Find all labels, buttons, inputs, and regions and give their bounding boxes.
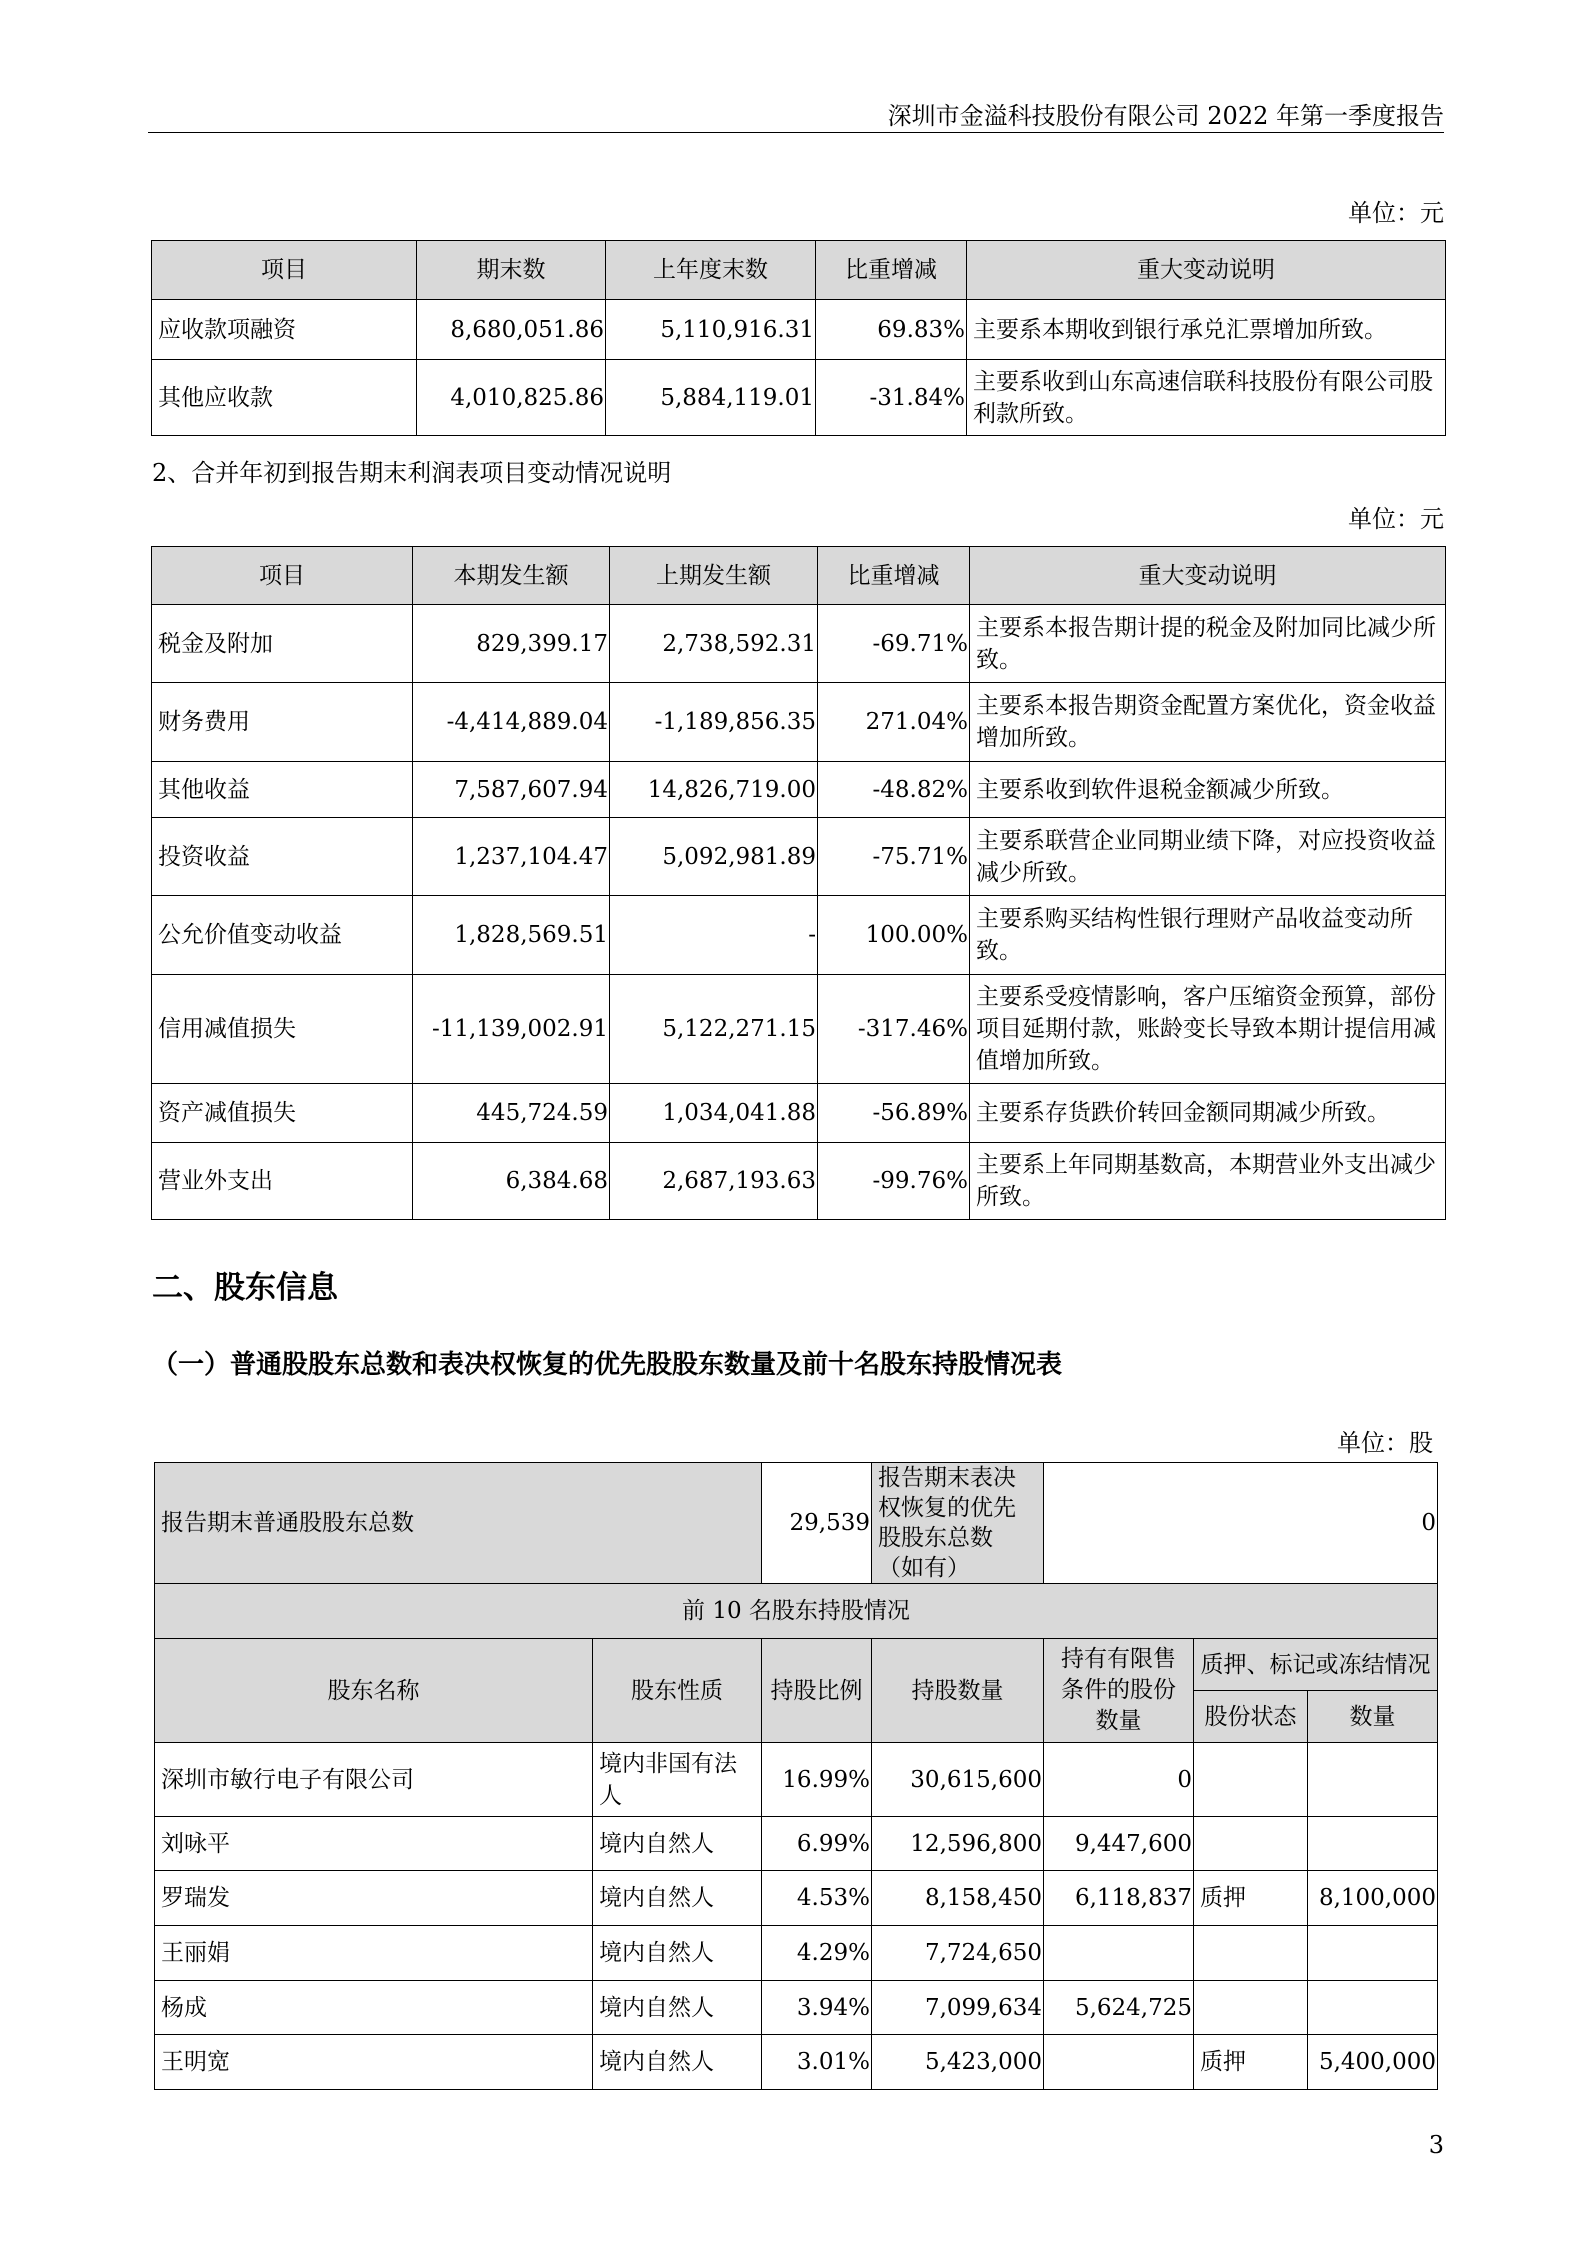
column-header: 持股数量 [872,1639,1044,1743]
table-row [152,1084,1446,1143]
item-cell: 其他收益 [152,762,413,818]
value-cell: 6,384.68 [413,1143,610,1220]
column-header: 股东名称 [155,1639,593,1743]
shareholder-nature: 境内自然人 [593,1817,762,1871]
value-cell: 1,237,104.47 [413,818,610,896]
shareholder-table [154,1462,1438,2090]
pledged-quantity [1308,1981,1438,2035]
ratio-cell: -48.82% [818,762,970,818]
column-header: 持有有限售条件的股份数量 [1044,1639,1194,1743]
holding-quantity: 7,724,650 [872,1926,1044,1981]
holding-ratio: 4.29% [762,1926,872,1981]
holding-ratio: 6.99% [762,1817,872,1871]
description-cell: 主要系本报告期计提的税金及附加同比减少所致。 [970,605,1446,683]
table-row [155,1981,1438,2035]
value-cell: 7,587,607.94 [413,762,610,818]
item-cell: 公允价值变动收益 [152,896,413,975]
ratio-cell: 69.83% [816,300,967,360]
column-header: 比重增减 [816,241,967,300]
table-row [155,1817,1438,1871]
restricted-quantity: 0 [1044,1743,1194,1817]
description-cell: 主要系本期收到银行承兑汇票增加所致。 [967,300,1446,360]
shareholder-name: 王明宽 [155,2035,593,2090]
column-header: 数量 [1308,1691,1438,1743]
shareholder-total-row [155,1463,1438,1584]
value-cell: -1,189,856.35 [610,683,818,762]
pledged-quantity [1308,1817,1438,1871]
table-header-row [152,547,1446,605]
table-row [152,1143,1446,1220]
column-header: 上期发生额 [610,547,818,605]
ratio-cell: -99.76% [818,1143,970,1220]
top10-title-row [155,1584,1438,1639]
column-header: 股东性质 [593,1639,762,1743]
value-cell: -4,414,889.04 [413,683,610,762]
ratio-cell: -69.71% [818,605,970,683]
value-cell: 5,092,981.89 [610,818,818,896]
column-header: 股份状态 [1194,1691,1308,1743]
shareholder-name: 杨成 [155,1981,593,2035]
holding-ratio: 4.53% [762,1871,872,1926]
pledged-quantity [1308,1743,1438,1817]
table-row [152,683,1446,762]
shareholder-name: 深圳市敏行电子有限公司 [155,1743,593,1817]
table-row [152,818,1446,896]
shareholder-nature: 境内非国有法人 [593,1743,762,1817]
table-header-row [155,1639,1438,1691]
restricted-quantity: 5,624,725 [1044,1981,1194,2035]
column-header: 质押、标记或冻结情况 [1194,1639,1438,1691]
share-status: 质押 [1194,2035,1308,2090]
column-header: 项目 [152,547,413,605]
table-row [152,975,1446,1084]
holding-quantity: 7,099,634 [872,1981,1044,2035]
table1-unit: 单位：元 [1348,199,1444,227]
holding-quantity: 8,158,450 [872,1871,1044,1926]
ratio-cell: 271.04% [818,683,970,762]
value-cell: 8,680,051.86 [417,300,606,360]
restricted-quantity: 9,447,600 [1044,1817,1194,1871]
preferred-shareholders-value: 0 [1044,1463,1438,1584]
top10-title: 前 10 名股东持股情况 [155,1584,1438,1639]
share-status: 质押 [1194,1871,1308,1926]
value-cell: -11,139,002.91 [413,975,610,1084]
table-row [152,896,1446,975]
shareholder-name: 罗瑞发 [155,1871,593,1926]
balance-sheet-changes-table [151,240,1446,436]
table-header-row [152,241,1446,300]
pledged-quantity: 8,100,000 [1308,1871,1438,1926]
shareholder-name: 王丽娟 [155,1926,593,1981]
share-status [1194,1981,1308,2035]
column-header: 比重增减 [818,547,970,605]
holding-quantity: 12,596,800 [872,1817,1044,1871]
description-cell: 主要系上年同期基数高，本期营业外支出减少所致。 [970,1143,1446,1220]
preferred-shareholders-label: 报告期末表决权恢复的优先股股东总数（如有） [872,1463,1044,1584]
description-cell: 主要系联营企业同期业绩下降，对应投资收益减少所致。 [970,818,1446,896]
header-divider [148,132,1444,133]
item-cell: 应收款项融资 [152,300,417,360]
restricted-quantity [1044,1926,1194,1981]
report-header-title: 深圳市金溢科技股份有限公司 2022 年第一季度报告 [887,102,1444,130]
value-cell: 2,687,193.63 [610,1143,818,1220]
value-cell: 5,110,916.31 [606,300,816,360]
value-cell: 1,034,041.88 [610,1084,818,1143]
column-header: 重大变动说明 [970,547,1446,605]
column-header: 上年度末数 [606,241,816,300]
description-cell: 主要系购买结构性银行理财产品收益变动所致。 [970,896,1446,975]
pledged-quantity [1308,1926,1438,1981]
table-row [152,360,1446,436]
shareholder-nature: 境内自然人 [593,1926,762,1981]
holding-ratio: 3.01% [762,2035,872,2090]
item-cell: 营业外支出 [152,1143,413,1220]
value-cell: 5,122,271.15 [610,975,818,1084]
holding-ratio: 16.99% [762,1743,872,1817]
description-cell: 主要系本报告期资金配置方案优化，资金收益增加所致。 [970,683,1446,762]
table-row [155,1743,1438,1817]
total-shareholders-label: 报告期末普通股股东总数 [155,1463,762,1584]
description-cell: 主要系收到软件退税金额减少所致。 [970,762,1446,818]
page-number: 3 [1428,2131,1444,2159]
subsection-title: （一）普通股股东总数和表决权恢复的优先股股东数量及前十名股东持股情况表 [152,1350,1063,1380]
table-row [152,762,1446,818]
shareholder-nature: 境内自然人 [593,2035,762,2090]
value-cell: 445,724.59 [413,1084,610,1143]
table3-unit: 单位：股 [1337,1429,1433,1457]
table-row [152,605,1446,683]
share-status [1194,1817,1308,1871]
table-row [155,1871,1438,1926]
value-cell: 1,828,569.51 [413,896,610,975]
income-statement-changes-table [151,546,1446,1220]
description-cell: 主要系收到山东高速信联科技股份有限公司股利款所致。 [967,360,1446,436]
table-row [152,300,1446,360]
value-cell: 4,010,825.86 [417,360,606,436]
description-cell: 主要系存货跌价转回金额同期减少所致。 [970,1084,1446,1143]
table-row [155,2035,1438,2090]
item-cell: 资产减值损失 [152,1084,413,1143]
column-header: 重大变动说明 [967,241,1446,300]
holding-ratio: 3.94% [762,1981,872,2035]
item-cell: 投资收益 [152,818,413,896]
value-cell: 829,399.17 [413,605,610,683]
item-cell: 信用减值损失 [152,975,413,1084]
column-header: 持股比例 [762,1639,872,1743]
shareholder-nature: 境内自然人 [593,1871,762,1926]
shareholder-name: 刘咏平 [155,1817,593,1871]
ratio-cell: -31.84% [816,360,967,436]
value-cell: 5,884,119.01 [606,360,816,436]
value-cell: - [610,896,818,975]
description-cell: 主要系受疫情影响，客户压缩资金预算，部份项目延期付款，账龄变长导致本期计提信用减值增加所致。 [970,975,1446,1084]
income-statement-note: 2、合并年初到报告期末利润表项目变动情况说明 [152,459,672,487]
column-header: 期末数 [417,241,606,300]
ratio-cell: -75.71% [818,818,970,896]
value-cell: 14,826,719.00 [610,762,818,818]
ratio-cell: 100.00% [818,896,970,975]
section-title: 二、股东信息 [152,1270,338,1306]
item-cell: 其他应收款 [152,360,417,436]
holding-quantity: 5,423,000 [872,2035,1044,2090]
value-cell: 2,738,592.31 [610,605,818,683]
item-cell: 财务费用 [152,683,413,762]
restricted-quantity [1044,2035,1194,2090]
column-header: 本期发生额 [413,547,610,605]
ratio-cell: -317.46% [818,975,970,1084]
share-status [1194,1926,1308,1981]
holding-quantity: 30,615,600 [872,1743,1044,1817]
share-status [1194,1743,1308,1817]
table-row [155,1926,1438,1981]
item-cell: 税金及附加 [152,605,413,683]
column-header: 项目 [152,241,417,300]
ratio-cell: -56.89% [818,1084,970,1143]
restricted-quantity: 6,118,837 [1044,1871,1194,1926]
total-shareholders-value: 29,539 [762,1463,872,1584]
shareholder-nature: 境内自然人 [593,1981,762,2035]
pledged-quantity: 5,400,000 [1308,2035,1438,2090]
table2-unit: 单位：元 [1348,505,1444,533]
